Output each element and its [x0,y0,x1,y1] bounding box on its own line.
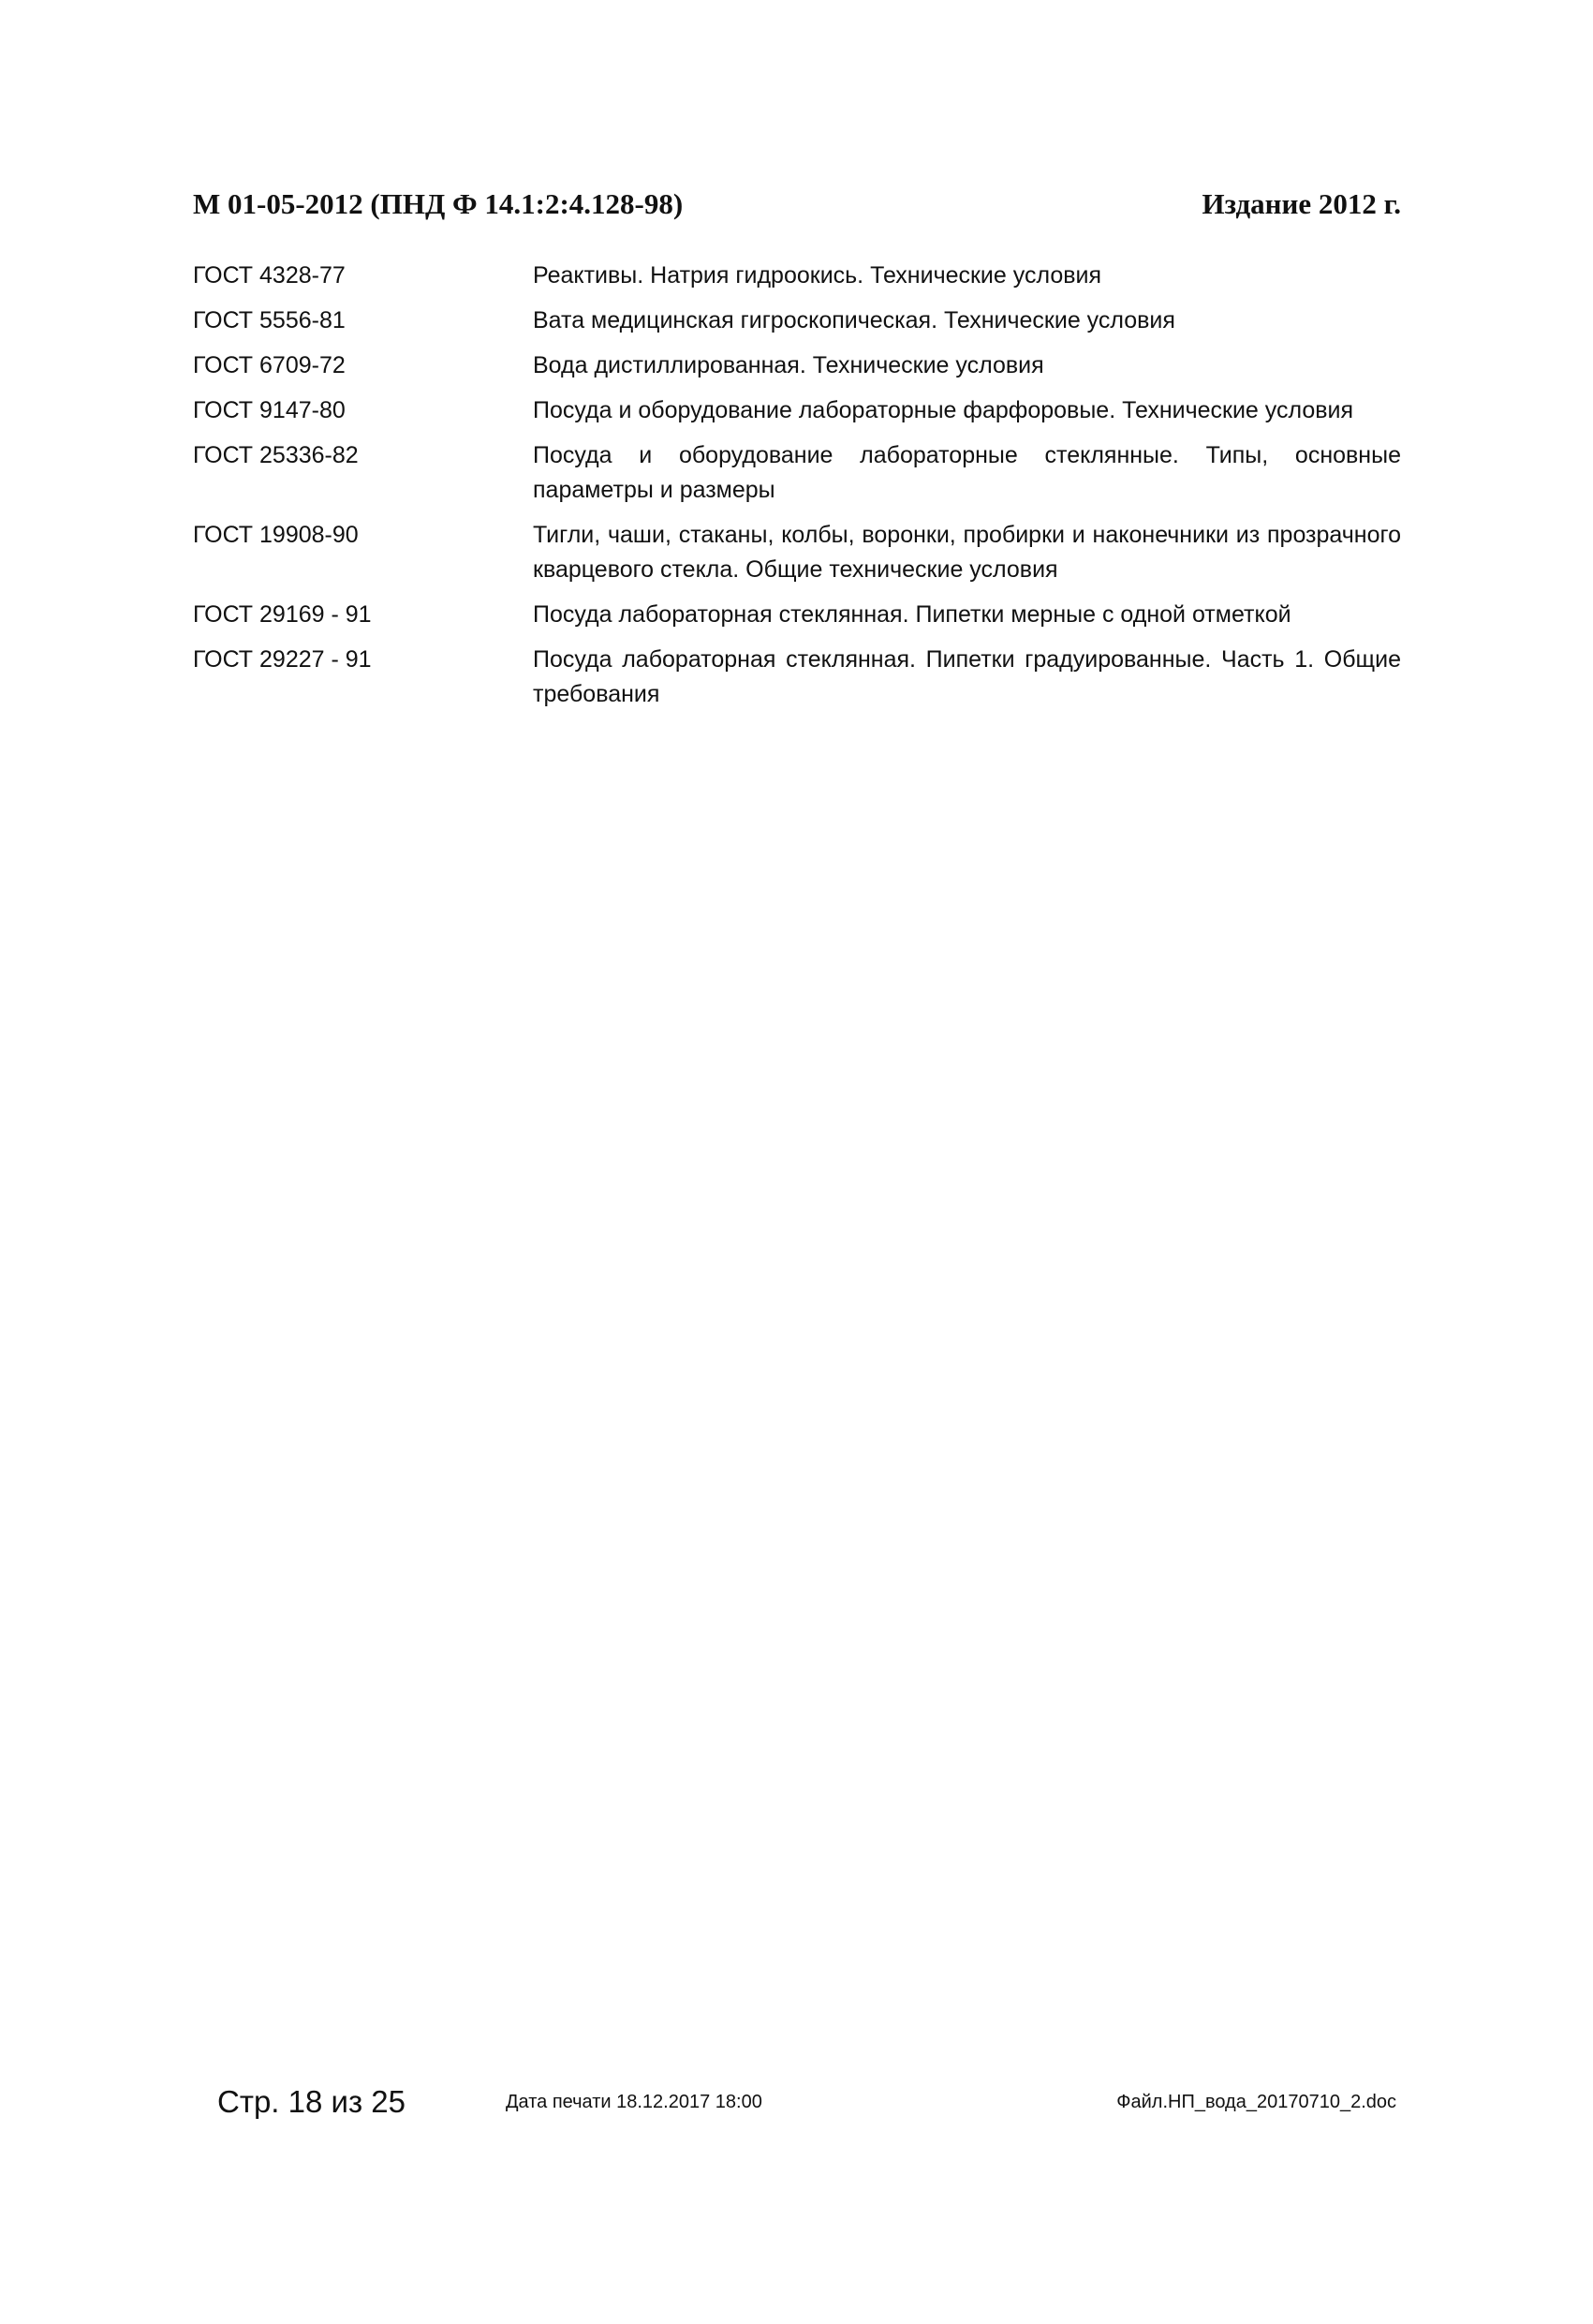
reference-title: Реактивы. Натрия гидроокись. Технические условия [533,262,1102,289]
page-number: Стр. 18 из 25 [217,2084,406,2119]
reference-title: Посуда лабораторная стеклянная. Пипетки градуированные. Часть 1. Общие требования [533,646,1401,707]
reference-code: ГОСТ 6709-72 [193,352,346,378]
reference-code: ГОСТ 25336-82 [193,442,359,468]
reference-title: Тигли, чаши, стаканы, колбы, воронки, пробирки и наконечники из прозрачного кварцевого стекла. Общие технические условия [533,522,1401,583]
normative-references-list [193,259,1401,722]
page-footer [0,2084,1593,2140]
file-name: Файл.НП_вода_20170710_2.doc [1116,2092,1396,2112]
page-header [193,187,1401,234]
reference-row [193,393,1401,428]
reference-row [193,598,1401,632]
reference-row [193,348,1401,383]
reference-title: Посуда лабораторная стеклянная. Пипетки мерные с одной отметкой [533,601,1291,628]
reference-code: ГОСТ 9147-80 [193,397,346,423]
print-date: Дата печати 18.12.2017 18:00 [506,2092,762,2112]
reference-row [193,438,1401,508]
reference-row [193,259,1401,293]
reference-title: Вата медицинская гигроскопическая. Технические условия [533,307,1175,333]
reference-title: Вода дистиллированная. Технические условия [533,352,1044,378]
reference-row [193,303,1401,338]
reference-code: ГОСТ 4328-77 [193,262,346,289]
reference-title: Посуда и оборудование лабораторные фарфоровые. Технические условия [533,397,1354,423]
reference-code: ГОСТ 29169 - 91 [193,601,372,628]
reference-row [193,643,1401,712]
reference-code: ГОСТ 5556-81 [193,307,346,333]
edition-label: Издание 2012 г. [1202,187,1401,220]
reference-row [193,518,1401,587]
reference-title: Посуда и оборудование лабораторные стеклянные. Типы, основные параметры и размеры [533,442,1401,503]
reference-code: ГОСТ 19908-90 [193,522,359,548]
reference-code: ГОСТ 29227 - 91 [193,646,372,673]
document-code: М 01-05-2012 (ПНД Ф 14.1:2:4.128-98) [193,187,684,220]
